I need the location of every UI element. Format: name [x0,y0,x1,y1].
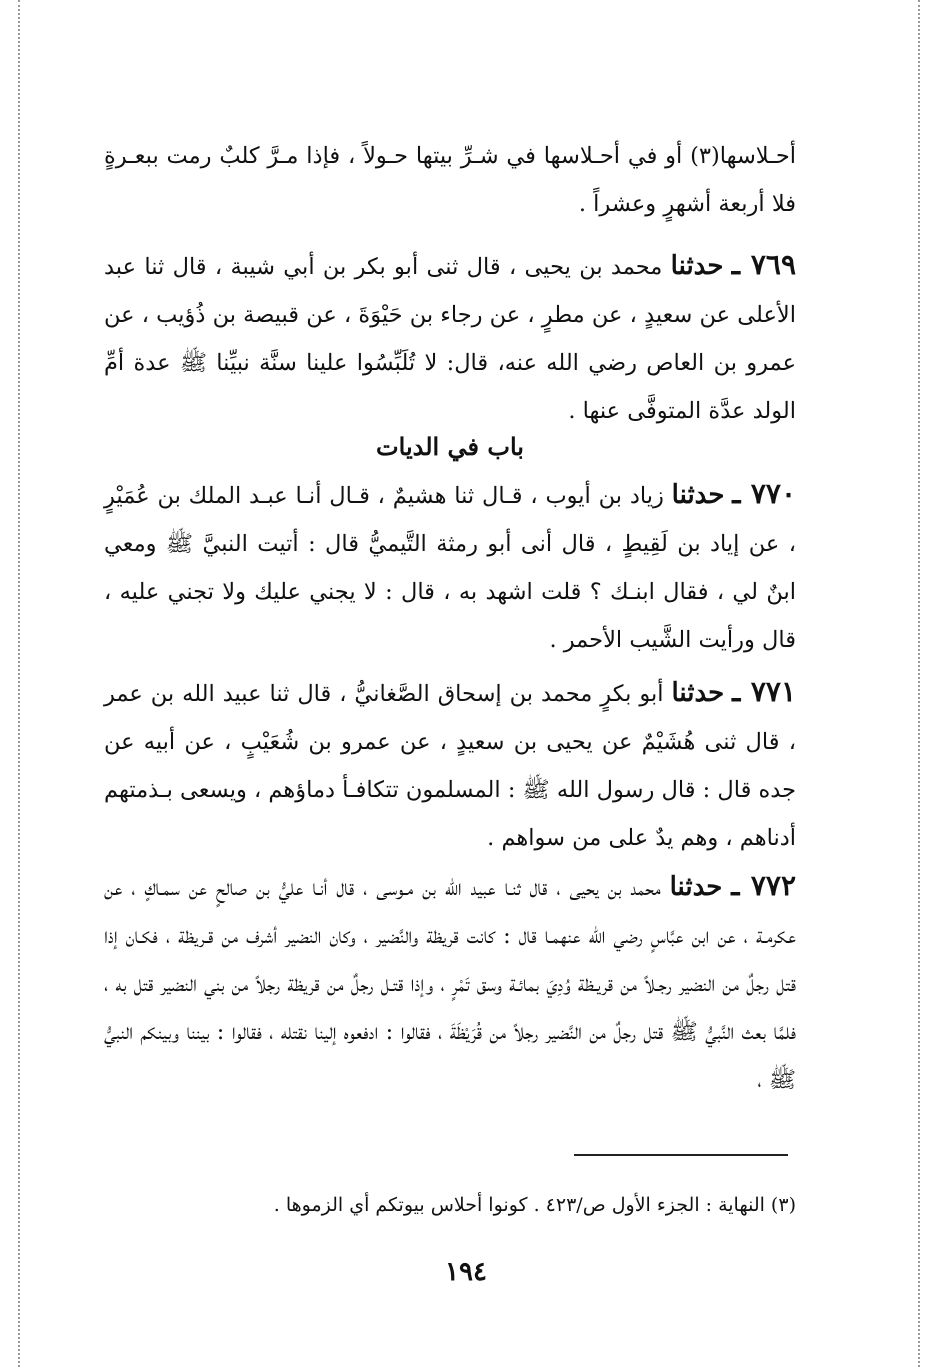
hadith-771-keyword: حدثنا [671,678,725,708]
page-number: ١٩٤ [445,1257,487,1287]
hadith-769-number: ٧٦٩ ـ [731,248,797,281]
hadith-771-text: أبو بكرٍ محمد بن إسحاق الصَّغانيُّ ، قال ثنا عبيد الله بن عمر ، قال ثنى هُشَيْمٌ عن يحيى بن سعيدٍ ، عن عمرو بن شُعَيْبٍ ، عن أبيه عن جده قال : قال رسول الله ﷺ : المسلمون تتكافـأ دماؤهم ، ويسعى بـذمتهم أدناهم ، وهم يدٌ على من سواهم . [104,681,796,851]
footnote: (٣) النهاية : الجزء الأول ص/٤٢٣ . كونوا أحلاس بيوتكم أي الزموها . [273,1194,796,1216]
footnote-divider [574,1154,788,1156]
hadith-769-text: محمد بن يحيى ، قال ثنى أبو بكر بن أبي شيبة ، قال ثنا عبد الأعلى عن سعيدٍ ، عن مطرٍ ، عن رجاء بن حَيْوَةَ ، عن قبيصة بن ذُؤيب ، عن عمرو بن العاص رضي الله عنه، قال: لا تُلَبِّسُوا علينا سنَّة نبيِّنا ﷺ عدة أمِّ الولد عدَّة المتوفَّى عنها . [104,254,796,424]
page-edge-left [18,0,20,1367]
hadith-771-number: ٧٧١ ـ [732,675,796,708]
hadith-770-block [104,470,796,664]
section-heading: باب في الديات [376,432,524,461]
top-paragraph-block [104,132,796,228]
page-edge-right [918,0,920,1367]
top-paragraph: أحـلاسها(٣) أو في أحـلاسها في شـرِّ بيتها حـولاً ، فإذا مـرَّ كلبٌ رمت ببعـرةٍ فلا أربعة أشهرٍ وعشراً . [104,143,796,217]
hadith-772-text: محمد بن يحيى ، قال ثنـا عبيد الله بن مـوسى ، قال أنـا عليُّ بن صالحٍ عن سمـاكٍ ، عن عكرمـة ، عن ابن عبَّاسٍ رضي الله عنهمـا قال : كانت قريظة والنَّضير ، وكان النضير أشرف من قـريظة ، فكـان إذا قتل رجلٌ من النضير رجـلاً من قريـظة وُدِيَ بمائـة وسق تَمْرٍ ، وإذا قتـل رجلٌ من قريظة رجلاً من بني النضير قتل به ، فلمَّا بعث النَّبيُّ ﷺ قتل رجلٌ من النَّضير رجلاً من قُرَيْظَةَ ، فقالوا : ادفعوه إلينا نقتله ، فقالوا : بيننا وبينكم النبيُّ ﷺ ، [104,875,796,1093]
hadith-772-number: ٧٧٢ ـ [731,869,796,902]
hadith-769-keyword: حدثنا [670,251,724,281]
hadith-770-paragraph [104,470,796,664]
hadith-769-paragraph [104,241,796,435]
hadith-769-block [104,241,796,435]
hadith-772-block [104,862,796,1104]
hadith-770-text: زياد بن أيوب ، قـال ثنا هشيمٌ ، قـال أنـا عبـد الملك بن عُمَيْرٍ ، عن إياد بن لَقِيطٍ ، قال أنى أبو رمثة التَّيميُّ قال : أتيت النبيَّ ﷺ ومعي ابنٌ لي ، فقال ابنـك ؟ قلت اشهد به ، قال : لا يجني عليك ولا تجني عليه ، قال ورأيت الشَّيب الأحمر . [104,483,796,653]
hadith-771-block [104,668,796,862]
hadith-770-keyword: حدثنا [671,480,725,510]
hadith-770-number: ٧٧٠ ـ [732,477,796,510]
hadith-771-paragraph [104,668,796,862]
hadith-772-paragraph [104,862,796,1104]
hadith-772-keyword: حدثنا [669,872,723,902]
